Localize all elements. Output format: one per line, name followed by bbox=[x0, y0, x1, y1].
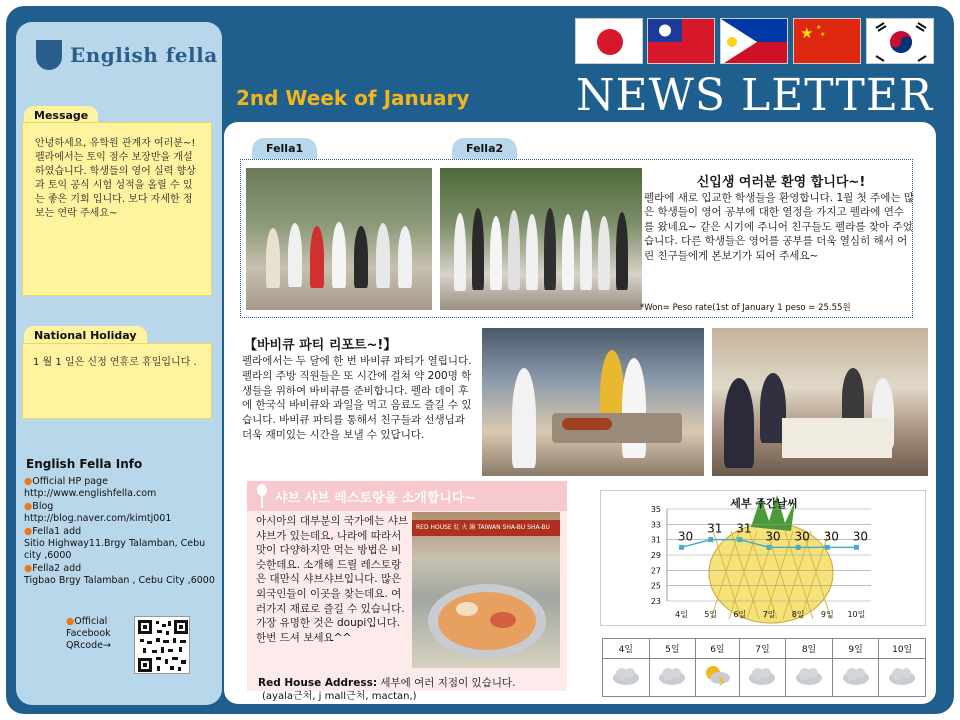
weather-icon-cell bbox=[879, 659, 926, 697]
y-tick-label: 25 bbox=[650, 581, 661, 591]
welcome-title: 신입생 여러분 환영 합니다~! bbox=[696, 175, 866, 190]
brand-name: English fella bbox=[70, 43, 218, 67]
message-box bbox=[22, 122, 212, 296]
svg-text:★: ★ bbox=[800, 24, 814, 42]
data-point bbox=[767, 545, 772, 550]
tab-fella1: Fella1 bbox=[252, 138, 317, 159]
x-tick-label: 10일 bbox=[847, 610, 866, 619]
shabu-header bbox=[247, 481, 567, 511]
x-tick-label: 9일 bbox=[820, 610, 834, 619]
info-title: English Fella Info bbox=[26, 457, 143, 471]
data-point bbox=[708, 537, 713, 542]
weather-chart bbox=[600, 490, 926, 626]
info-list bbox=[24, 476, 220, 588]
philippines-flag-icon bbox=[720, 18, 788, 64]
x-tick-label: 4일 bbox=[675, 610, 688, 619]
info-link-hp[interactable]: http://www.englishfella.com bbox=[24, 488, 157, 500]
weather-day: 8일 bbox=[786, 639, 833, 659]
weather-icon-cell bbox=[739, 659, 786, 697]
data-label: 30 bbox=[823, 529, 839, 544]
shabu-address bbox=[258, 676, 515, 690]
cloud-icon bbox=[747, 680, 777, 690]
spoon-icon bbox=[253, 483, 271, 509]
y-tick-label: 27 bbox=[650, 566, 661, 576]
weather-day: 6일 bbox=[696, 639, 740, 659]
shabu-text: 아시아의 대부분의 국가에는 샤브 샤브가 있는데요, 나라에 따라서 맛이 다양하지만 먹는 방법은 비슷한데요. 소개해 드릴 레스토랑은 대만식 샤브샤브입니다. 많은 외국인들이 이곳을 찾는데요. 여러가지 재료로 즐길 수 있습니다. 가장 유명한 것은 doupi입니다. 한번 드셔 보세요^^ bbox=[256, 515, 409, 644]
qr-label-text: Official Facebook QRcode→ bbox=[66, 616, 111, 651]
data-label: 30 bbox=[765, 529, 781, 544]
svg-text:★: ★ bbox=[816, 24, 822, 31]
y-tick-label: 35 bbox=[650, 505, 661, 514]
weather-icon-cell bbox=[696, 659, 740, 697]
data-label: 30 bbox=[794, 529, 810, 544]
message-text: 안녕하세요, 유학원 관계자 여러분~! 펠라에서는 토익 점수 보장반을 개설하였습니다. 학생들의 영어 실력 향상과 토익 공식 시험 성적을 올릴 수 있는 좋은 기회 입니다. 보다 자세한 정보는 연락 주세요~ bbox=[35, 138, 196, 219]
x-tick-label: 8일 bbox=[791, 610, 805, 619]
china-flag-icon bbox=[793, 18, 861, 64]
data-label: 31 bbox=[736, 521, 752, 536]
data-point bbox=[854, 545, 859, 550]
holiday-text: 1 월 1 일은 신정 연휴로 휴일입니다 . bbox=[33, 357, 197, 368]
bbq-grill-photo bbox=[482, 328, 704, 476]
weather-icon-cell bbox=[786, 659, 833, 697]
data-point bbox=[825, 545, 830, 550]
cloud-icon bbox=[794, 680, 824, 690]
weather-icon-cell bbox=[603, 659, 650, 697]
bullet-icon: ● bbox=[24, 476, 33, 487]
weather-icon-cell bbox=[832, 659, 879, 697]
holiday-box bbox=[22, 343, 212, 419]
shabu-title: 샤브 샤브 레스토랑을 소개합니다~ bbox=[275, 491, 476, 506]
cloud-icon bbox=[887, 680, 917, 690]
bullet-icon: ● bbox=[24, 525, 33, 537]
cloud-icon bbox=[841, 680, 871, 690]
tab-fella2: Fella2 bbox=[452, 138, 517, 159]
taiwan-flag-icon bbox=[647, 18, 715, 64]
cloud-icon bbox=[657, 680, 687, 690]
weather-day: 7일 bbox=[739, 639, 786, 659]
address-branches: (ayala근처, j mall근처, mactan,) bbox=[262, 691, 417, 702]
x-tick-label: 6일 bbox=[733, 610, 747, 619]
welcome-text: 펠라에 새로 입교한 학생들을 환영합니다. 1월 첫 주에는 많은 학생들이 영어 공부에 대한 열정을 가지고 펠라에 연수를 왔네요~ 같은 시기에 주니어 친구들도 펠라를 찾아 주었습니다. 다른 학생들은 영어를 공부를 더욱 열심히 해서 어린 친구들에게 본보기가 되어 주세요~ bbox=[644, 192, 915, 262]
weather-day: 5일 bbox=[649, 639, 696, 659]
data-label: 30 bbox=[677, 529, 694, 544]
info-address-fella2: Tigbao Brgy Talamban , Cebu City ,6000 bbox=[24, 575, 215, 587]
data-label: 30 bbox=[852, 529, 869, 544]
bbq-text: 펠라에서는 두 달에 한 번 바비큐 파티가 열립니다. 펠라의 주방 직원들은 또 시간에 걸쳐 약 200명 학생들을 위하여 바비큐를 준비합니다. 펠라 데이 후에 한국식 바비큐와 과일을 먹고 음료도 즐길 수 있습니다. 바비큐 파티를 통해서 친구들과 선생님과 더욱 재미있는 시간을 보낼 수 있답니다. bbox=[242, 355, 472, 441]
y-tick-label: 23 bbox=[650, 597, 661, 606]
thunder-sun-icon bbox=[703, 682, 731, 692]
bullet-icon: ● bbox=[24, 500, 33, 512]
bullet-icon: ● bbox=[24, 562, 33, 574]
shabu-hotpot-photo bbox=[412, 512, 560, 668]
chart-title: 세부 주간날씨 bbox=[730, 497, 798, 510]
info-address-fella1: Sitio Highway11.Brgy Talamban, Cebu city ,6000 bbox=[24, 538, 206, 562]
exchange-rate: *Won= Peso rate(1st of January 1 peso = 25.55원 bbox=[640, 303, 851, 313]
y-tick-label: 31 bbox=[650, 535, 661, 545]
weather-chart-svg bbox=[601, 491, 927, 627]
address-label: Red House Address: bbox=[258, 677, 378, 689]
info-label: Fella2 add bbox=[32, 562, 82, 574]
info-label: Official HP page bbox=[32, 476, 108, 487]
data-point bbox=[679, 545, 684, 550]
bullet-icon: ● bbox=[66, 616, 75, 627]
data-label: 31 bbox=[707, 521, 723, 536]
newsletter-title: NEWS LETTER bbox=[576, 70, 934, 121]
info-link-blog[interactable]: http://blog.naver.com/kimtj001 bbox=[24, 513, 172, 525]
holiday-tab: National Holiday bbox=[24, 326, 147, 345]
cloud-icon bbox=[611, 680, 641, 690]
weather-icon-cell bbox=[649, 659, 696, 697]
bbq-dinner-photo bbox=[712, 328, 928, 476]
info-label: Fella1 add bbox=[32, 525, 82, 537]
x-tick-label: 5일 bbox=[704, 610, 718, 619]
korea-flag-icon bbox=[866, 18, 934, 64]
japan-flag-icon bbox=[575, 18, 643, 64]
message-tab: Message bbox=[24, 106, 98, 125]
qr-row bbox=[66, 616, 196, 674]
weather-day: 10일 bbox=[879, 639, 926, 659]
weather-day: 9일 bbox=[832, 639, 879, 659]
data-point bbox=[737, 537, 742, 542]
data-point bbox=[796, 545, 801, 550]
y-tick-label: 29 bbox=[650, 551, 661, 560]
y-tick-label: 33 bbox=[650, 520, 661, 530]
svg-text:★: ★ bbox=[820, 31, 826, 38]
qr-code-icon[interactable] bbox=[134, 616, 190, 674]
fella1-group-photo bbox=[246, 168, 432, 310]
bbq-title: 【바비큐 파티 리포트~!】 bbox=[244, 338, 397, 353]
fella2-group-photo bbox=[440, 168, 642, 310]
shield-icon bbox=[36, 40, 62, 70]
brand-logo bbox=[36, 38, 218, 72]
restaurant-sign: RED HOUSE 紅 火 鍋 TAIWAN SHA-BU SHA-BU bbox=[416, 524, 550, 531]
qr-label bbox=[66, 616, 126, 674]
info-label: Blog bbox=[32, 500, 54, 512]
x-tick-label: 7일 bbox=[762, 610, 776, 619]
weather-table bbox=[602, 638, 926, 697]
weather-day: 4일 bbox=[603, 639, 650, 659]
week-heading: 2nd Week of January bbox=[236, 86, 470, 110]
address-text: 세부에 여러 지점이 있습니다. bbox=[380, 677, 516, 689]
